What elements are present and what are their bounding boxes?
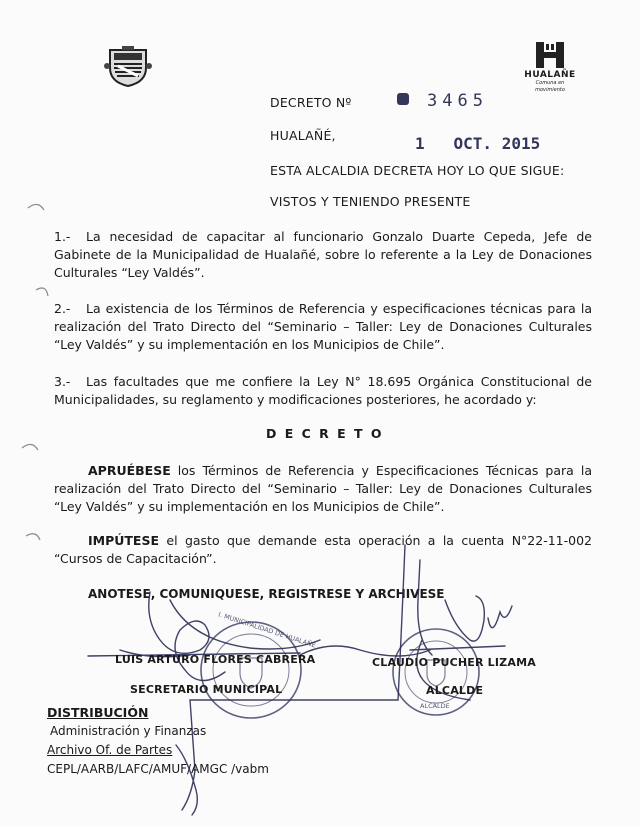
resolutivo-lead: IMPÚTESE: [88, 533, 160, 548]
considerando-text: Las facultades que me confiere la Ley N° 18.695 Orgánica Constitucional de Municipalidades, su reglamento y modificaciones posteriores, he acordado y:: [54, 374, 592, 407]
place-label: HUALAÑÉ,: [270, 128, 336, 143]
hualane-h-icon: [533, 40, 567, 70]
anotese-line: ANOTESE, COMUNIQUESE, REGISTRESE Y ARCHIVESE: [88, 587, 445, 601]
considerando-3: [54, 373, 592, 409]
logo-tagline: Comuna en movimiento: [535, 80, 565, 93]
hualane-logo: [520, 40, 580, 94]
secretario-name: LUIS ARTURO FLORES CABRERA: [115, 653, 316, 666]
municipal-crest-icon: [104, 44, 152, 88]
alcalde-seal-right: [390, 626, 482, 718]
vistos-line: VISTOS Y TENIENDO PRESENTE: [270, 194, 471, 209]
resolutivo-lead: APRUÉBESE: [88, 463, 171, 478]
stamp-mark-icon: [397, 93, 409, 105]
decreto-heading: D E C R E T O: [266, 426, 384, 441]
decreto-number: 3465: [427, 91, 488, 111]
distribucion-item: Administración y Finanzas: [50, 724, 207, 738]
alcalde-title: ALCALDE: [426, 684, 484, 697]
distribucion-item: CEPL/AARB/LAFC/AMUF/AMGC /vabm: [47, 762, 269, 776]
considerando-text: La necesidad de capacitar al funcionario Gonzalo Duarte Cepeda, Jefe de Gabinete de la Municipalidad de Hualañé, sobre lo referente a la Ley de Donaciones Culturales “Ley Valdés”.: [54, 229, 592, 280]
considerando-2: [54, 300, 592, 354]
decreta-line: ESTA ALCALDIA DECRETA HOY LO QUE SIGUE:: [270, 163, 565, 178]
considerando-number: 2.-: [54, 301, 71, 316]
secretario-title: SECRETARIO MUNICIPAL: [130, 683, 283, 696]
resolutivo-text: los Términos de Referencia y Especificaciones Técnicas para la realización del Trato Directo del “Seminario – Taller: Ley de Donaciones Culturales “Ley Valdés” y su implementación en los Municipios de Chile”.: [54, 463, 592, 514]
decreto-label: DECRETO Nº: [270, 95, 352, 110]
considerando-1: [54, 228, 592, 282]
resolutivo-apruebese: [54, 462, 592, 516]
distribucion-title: DISTRIBUCIÓN: [47, 705, 149, 720]
date-stamp: 1 OCT. 2015: [415, 134, 541, 153]
seal-left-text: I. MUNICIPALIDAD DE HUALAÑE: [217, 610, 317, 650]
considerando-number: 3.-: [54, 374, 71, 389]
considerando-text: La existencia de los Términos de Referencia y especificaciones técnicas para la realización del Trato Directo del “Seminario – Taller: Ley de Donaciones Culturales “Ley Valdés” y su implementación en los Municipios de Chile”.: [54, 301, 592, 352]
logo-brand: HUALAÑE: [524, 70, 576, 80]
distribucion-item: Archivo Of. de Partes: [47, 743, 173, 757]
seal-right-text: ALCALDE: [420, 702, 450, 710]
considerando-number: 1.-: [54, 229, 71, 244]
municipal-seal-left: [196, 610, 317, 722]
resolutivo-imputese: [54, 532, 592, 568]
resolutivo-text: el gasto que demande esta operación a la cuenta N°22-11-002 “Cursos de Capacitación”.: [54, 533, 592, 566]
alcalde-name: CLAUDIO PUCHER LIZAMA: [372, 656, 536, 669]
